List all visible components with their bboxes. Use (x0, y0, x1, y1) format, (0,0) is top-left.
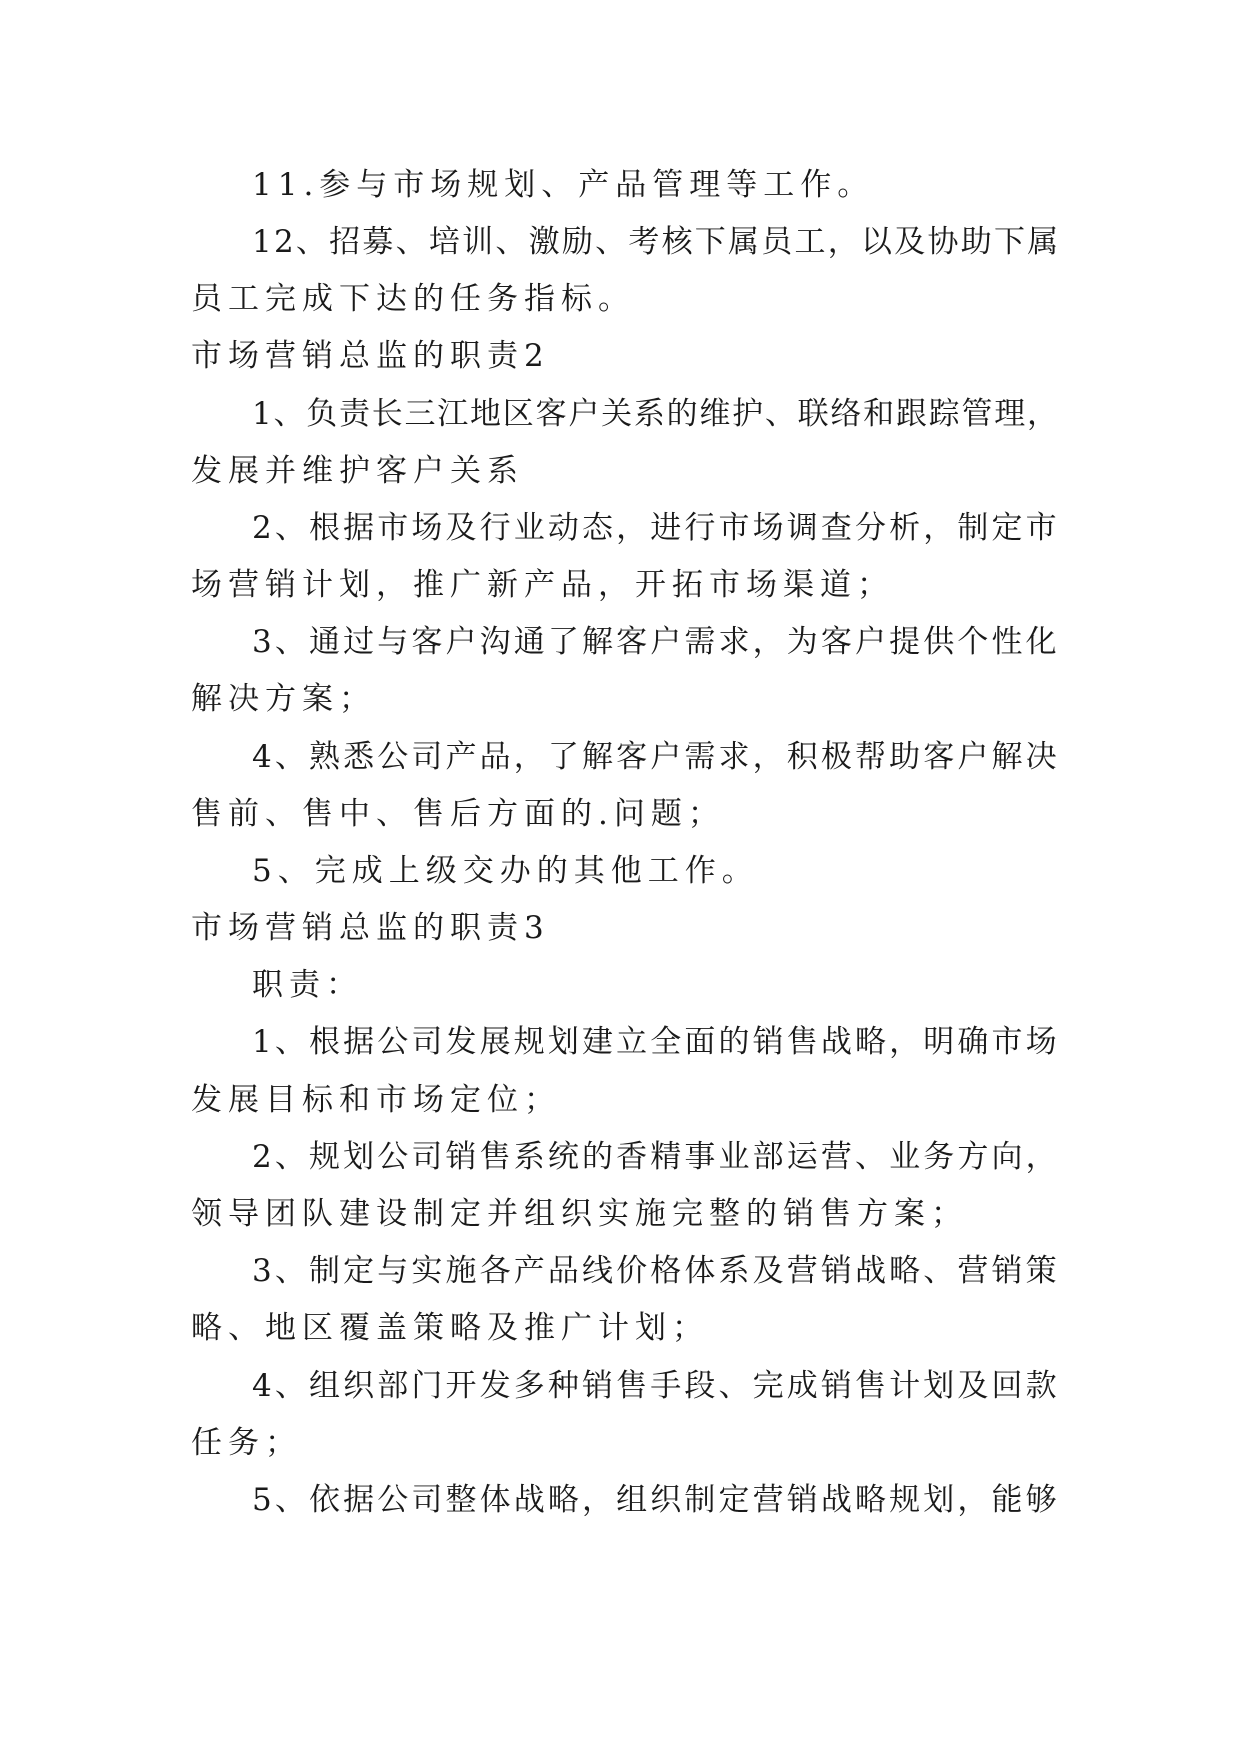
paragraph-line: 1、根据公司发展规划建立全面的销售战略，明确市场 (252, 1024, 1060, 1060)
paragraph-line: 职责： (252, 967, 363, 1003)
paragraph-line: 发展目标和市场定位； (191, 1082, 561, 1118)
paragraph-line: 售前、售中、售后方面的.问题； (191, 796, 725, 832)
paragraph-line: 3、通过与客户沟通了解客户需求，为客户提供个性化 (252, 624, 1060, 660)
paragraph-line: 场营销计划，推广新产品，开拓市场渠道； (191, 567, 894, 603)
paragraph-line: 发展并维护客户关系 (191, 453, 524, 489)
section-heading: 市场营销总监的职责2 (191, 338, 550, 374)
paragraph-line: 5、依据公司整体战略，组织制定营销战略规划，能够 (252, 1482, 1060, 1518)
paragraph-line: 1、负责长三江地区客户关系的维护、联络和跟踪管理， (252, 396, 1060, 432)
paragraph-line: 2、根据市场及行业动态，进行市场调查分析，制定市 (252, 510, 1060, 546)
paragraph-line: 12、招募、培训、激励、考核下属员工，以及协助下属 (252, 224, 1061, 260)
paragraph-line: 5、完成上级交办的其他工作。 (252, 853, 759, 889)
paragraph-line: 3、制定与实施各产品线价格体系及营销战略、营销策 (252, 1253, 1060, 1289)
paragraph-line: 11.参与市场规划、产品管理等工作。 (252, 167, 875, 203)
paragraph-line: 员工完成下达的任务指标。 (191, 281, 635, 317)
paragraph-line: 领导团队建设制定并组织实施完整的销售方案； (191, 1196, 968, 1232)
paragraph-line: 解决方案； (191, 681, 376, 717)
paragraph-line: 任务； (191, 1425, 302, 1461)
section-heading: 市场营销总监的职责3 (191, 910, 550, 946)
paragraph-line: 2、规划公司销售系统的香精事业部运营、业务方向， (252, 1139, 1060, 1175)
paragraph-line: 4、熟悉公司产品，了解客户需求，积极帮助客户解决 (252, 739, 1060, 775)
paragraph-line: 4、组织部门开发多种销售手段、完成销售计划及回款 (252, 1368, 1060, 1404)
paragraph-line: 略、地区覆盖策略及推广计划； (191, 1310, 709, 1346)
